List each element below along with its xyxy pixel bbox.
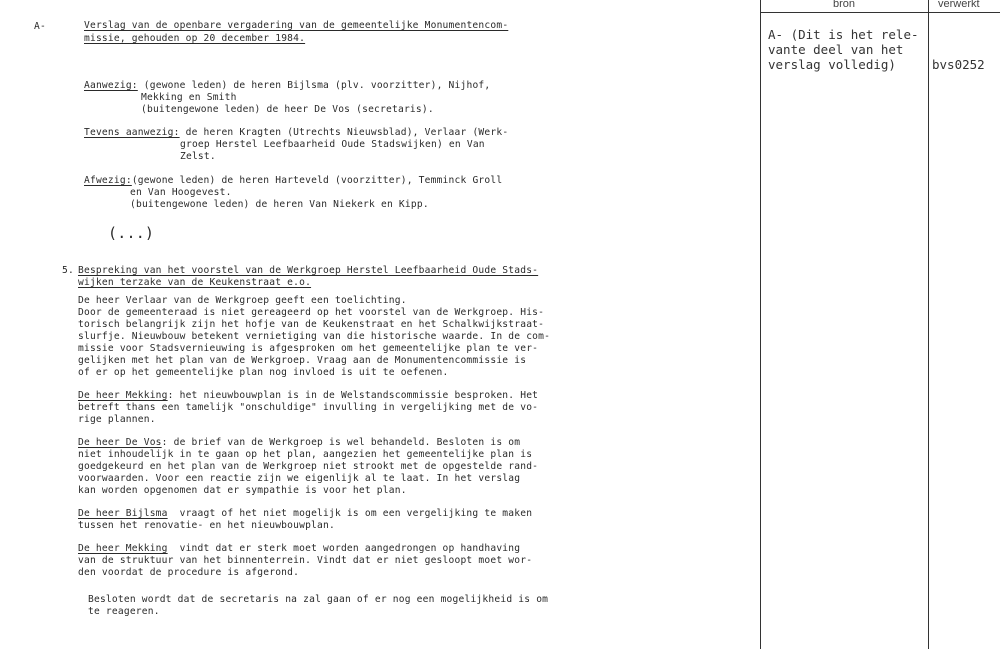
speaker-label: De heer Mekking <box>78 543 168 554</box>
item-body-line: Door de gemeenteraad is niet gereageerd op het voorstel van de Werkgroep. His- <box>78 307 545 318</box>
item-body-line: De heer Verlaar van de Werkgroep geeft een toelichting. <box>78 295 407 306</box>
item-number: 5. <box>62 265 74 276</box>
speaker-line: voorwaarden. Voor een reactie zijn we eigenlijk al te laat. In het verslag <box>78 473 521 484</box>
verwerkt-code: bvs0252 <box>932 57 985 72</box>
absent-line: (gewone leden) de heren Harteveld (voorzitter), Temminck Groll <box>131 175 503 186</box>
bron-note-line: A- (Dit is het rele- <box>768 27 919 42</box>
also-present-line: groep Herstel Leefbaarheid Oude Stadswijken) en Van <box>180 139 485 150</box>
column-header-verwerkt: verwerkt <box>938 0 980 10</box>
absent-line: (buitengewone leden) de heren Van Niekerk en Kipp. <box>130 199 429 210</box>
document-title-line: missie, gehouden op 20 december 1984. <box>84 33 306 44</box>
speaker-label: De heer Bijlsma <box>78 508 168 519</box>
decision-line: te reageren. <box>88 606 160 617</box>
speaker-line: kan worden opgenomen dat er sympathie is voor het plan. <box>78 485 407 496</box>
item-body-line: of er op het gemeentelijke plan nog invloed is uit te oefenen. <box>78 367 449 378</box>
also-present-line: de heren Kragten (Utrechts Nieuwsblad), Verlaar (Werk- <box>179 127 509 138</box>
speaker-line: niet inhoudelijk in te gaan op het plan, aangezien het gemeentelijke plan is <box>78 449 533 460</box>
attendance-absent <box>84 175 502 187</box>
speaker-line: goedgekeurd en het plan van de Werkgroep niet strookt met de opgestelde rand- <box>78 461 539 472</box>
margin-marker: A- <box>34 21 46 32</box>
item-heading-line: Bespreking van het voorstel van de Werkgroep Herstel Leefbaarheid Oude Stads- <box>78 265 539 276</box>
bron-note-line: vante deel van het <box>768 42 904 57</box>
speaker-line: den voordat de procedure is afgerond. <box>78 567 300 578</box>
speaker-line: vindt dat er sterk moet worden aangedrongen op handhaving <box>167 543 521 554</box>
absent-label: Afwezig: <box>84 175 132 186</box>
speaker-line: betreft thans een tamelijk "onschuldige" invulling in vergelijking met de vo- <box>78 402 539 413</box>
speaker-line: van de struktuur van het binnenterrein. Vindt dat er niet gesloopt moet wor- <box>78 555 533 566</box>
present-line: Mekking en Smith <box>141 92 237 103</box>
ellipsis: (...) <box>108 224 155 242</box>
column-header-bron: bron <box>833 0 856 10</box>
document-title-line: Verslag van de openbare vergadering van de gemeentelijke Monumentencom- <box>84 20 509 31</box>
speaker-paragraph-bijlsma <box>78 508 532 520</box>
attendance-also-present <box>84 127 508 139</box>
column-divider-right <box>928 0 929 649</box>
speaker-line: tussen het renovatie- en het nieuwbouwplan. <box>78 520 335 531</box>
speaker-line: : de brief van de Werkgroep is wel behandeld. Besloten is om <box>161 437 521 448</box>
decision-line: Besloten wordt dat de secretaris na zal gaan of er nog een mogelijkheid is om <box>88 594 549 605</box>
present-label: Aanwezig: <box>84 80 138 91</box>
speaker-label: De heer Mekking <box>78 390 168 401</box>
item-body-line: missie voor Stadsvernieuwing is afgesproken om het gemeentelijke plan te ver- <box>78 343 539 354</box>
speaker-paragraph-devos <box>78 437 520 449</box>
item-body-line: torisch belangrijk zijn het hofje van de Keukenstraat en het Schalkwijkstraat- <box>78 319 545 330</box>
header-rule <box>760 12 1000 13</box>
speaker-line: vraagt of het niet mogelijk is om een vergelijking te maken <box>167 508 533 519</box>
speaker-line: rige plannen. <box>78 414 156 425</box>
item-heading-line: wijken terzake van de Keukenstraat e.o. <box>78 277 312 288</box>
speaker-line: : het nieuwbouwplan is in de Welstandscommissie besproken. Het <box>167 390 539 401</box>
bron-note-line: verslag volledig) <box>768 57 896 72</box>
item-body-line: slurfje. Nieuwbouw betekent vernietiging van die historische waarde. In de com- <box>78 331 551 342</box>
column-divider-left <box>760 0 761 649</box>
speaker-paragraph-mekking-2 <box>78 543 520 555</box>
also-present-label: Tevens aanwezig: <box>84 127 180 138</box>
present-line: (buitengewone leden) de heer De Vos (secretaris). <box>141 104 434 115</box>
item-body-line: gelijken met het plan van de Werkgroep. Vraag aan de Monumentencommissie is <box>78 355 527 366</box>
present-line: (gewone leden) de heren Bijlsma (plv. voorzitter), Nijhof, <box>137 80 491 91</box>
also-present-line: Zelst. <box>180 151 216 162</box>
attendance-present <box>84 80 490 92</box>
speaker-paragraph-mekking <box>78 390 538 402</box>
speaker-label: De heer De Vos <box>78 437 162 448</box>
absent-line: en Van Hoogevest. <box>130 187 232 198</box>
